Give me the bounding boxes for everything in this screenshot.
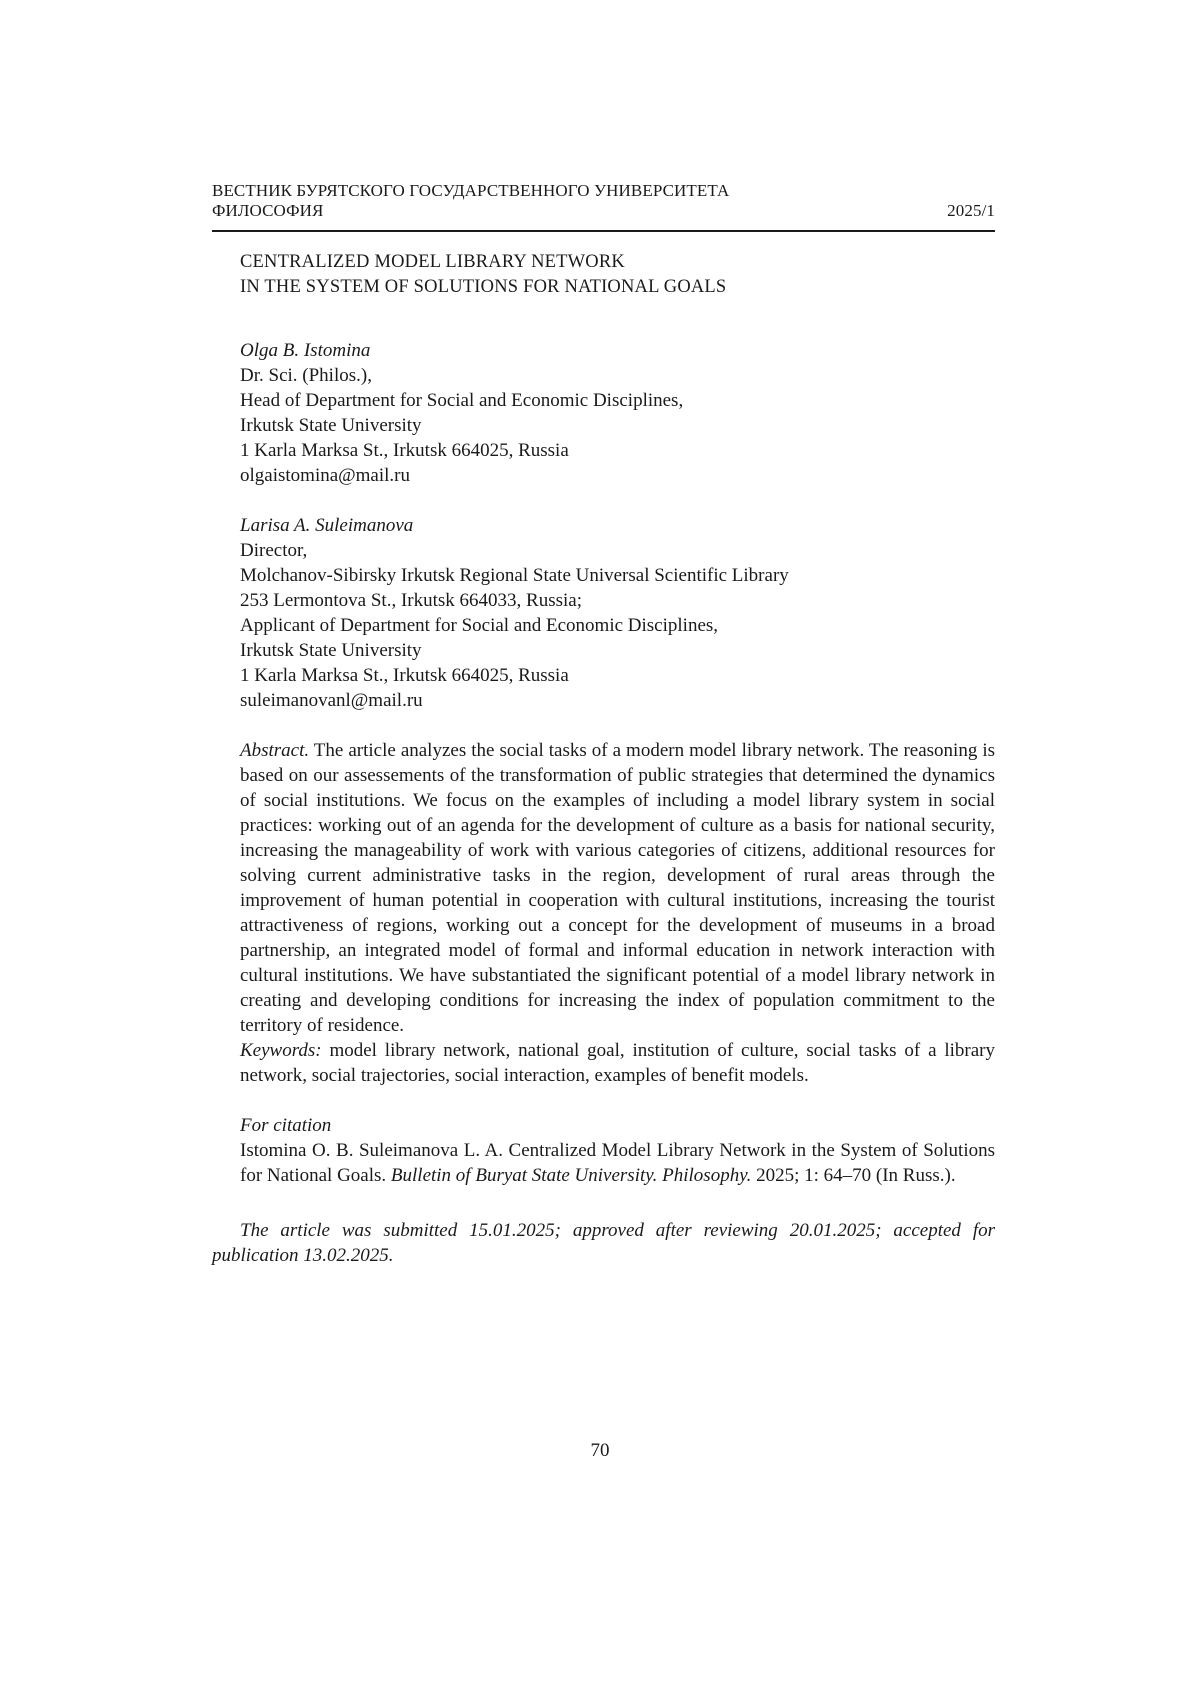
- author-affiliation: Irkutsk State University: [240, 413, 995, 438]
- author-position: Head of Department for Social and Economic Disciplines,: [240, 388, 995, 413]
- header-divider: [212, 230, 995, 232]
- citation-label: For citation: [240, 1113, 995, 1138]
- abstract-text: The article analyzes the social tasks of a modern model library network. The reasoning is based on our assessements of the transformation of public strategies that determined the dynamics of social institutions. We focus on the examples of including a model library system in social practices: working out of an agenda for the development of culture as a basis for national security, increasing the manageability of work with various categories of citizens, additional resources for solving current administrative tasks in the region, development of rural areas through the improvement of human potential in cooperation with cultural institutions, increasing the tourist attractiveness of regions, working out a concept for the development of museums in a broad partnership, an integrated model of formal and informal education in network interaction with cultural institutions. We have substantiated the significant potential of a model library network in creating and developing conditions for increasing the index of population commitment to the territory of residence.: [240, 740, 995, 1036]
- page-number: 70: [0, 1440, 1200, 1462]
- citation-section: [240, 1113, 995, 1188]
- author-address-2: 1 Karla Marksa St., Irkutsk 664025, Russia: [240, 663, 995, 688]
- journal-section: ФИЛОСОФИЯ: [212, 201, 324, 221]
- author-address: 253 Lermontova St., Irkutsk 664033, Russia;: [240, 588, 995, 613]
- issue-number: 2025/1: [947, 201, 995, 221]
- running-header: [212, 181, 995, 221]
- author-degree: Dr. Sci. (Philos.),: [240, 363, 995, 388]
- citation-text: [240, 1138, 995, 1188]
- journal-title: ВЕСТНИК БУРЯТСКОГО ГОСУДАРСТВЕННОГО УНИВЕРСИТЕТА: [212, 181, 729, 201]
- author-affiliation: Molchanov-Sibirsky Irkutsk Regional State Universal Scientific Library: [240, 563, 995, 588]
- keywords-text: model library network, national goal, institution of culture, social tasks of a library network, social trajectories, social interaction, examples of benefit models.: [240, 1040, 995, 1086]
- author-position-2: Applicant of Department for Social and Economic Disciplines,: [240, 613, 995, 638]
- article-title: [240, 250, 995, 300]
- citation-journal: Bulletin of Buryat State University. Philosophy.: [391, 1165, 751, 1186]
- author-position: Director,: [240, 538, 995, 563]
- paper-page: [0, 0, 1200, 1697]
- abstract-label: Abstract.: [240, 740, 309, 761]
- title-line: CENTRALIZED MODEL LIBRARY NETWORK: [240, 250, 995, 275]
- title-line: IN THE SYSTEM OF SOLUTIONS FOR NATIONAL GOALS: [240, 275, 995, 300]
- author-block: [240, 513, 995, 713]
- author-address: 1 Karla Marksa St., Irkutsk 664025, Russia: [240, 438, 995, 463]
- author-affiliation-2: Irkutsk State University: [240, 638, 995, 663]
- keywords-paragraph: [240, 1038, 995, 1088]
- author-name: Olga B. Istomina: [240, 338, 995, 363]
- submission-dates: The article was submitted 15.01.2025; approved after reviewing 20.01.2025; accepted for publication 13.02.2025.: [212, 1218, 995, 1268]
- abstract-section: [240, 738, 995, 1088]
- author-email: suleimanovanl@mail.ru: [240, 688, 995, 713]
- article-front-matter: [240, 250, 995, 1188]
- keywords-label: Keywords:: [240, 1040, 322, 1061]
- citation-text-before: Istomina O. B. Suleimanova L. A. Centralized Model Library Network in the System of Solutions for National Goals.: [240, 1140, 995, 1186]
- author-name: Larisa A. Suleimanova: [240, 513, 995, 538]
- author-email: olgaistomina@mail.ru: [240, 463, 995, 488]
- author-block: [240, 338, 995, 488]
- citation-text-after: 2025; 1: 64–70 (In Russ.).: [751, 1165, 955, 1186]
- abstract-paragraph: [240, 738, 995, 1038]
